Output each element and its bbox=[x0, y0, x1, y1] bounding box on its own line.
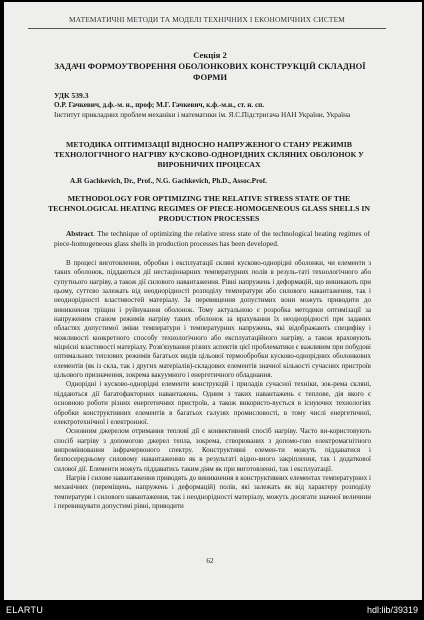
affiliation: Інститут прикладних проблем механіки і математики ім. Я.С.Підстригача НАН України, Україна bbox=[54, 111, 351, 119]
authors-uk: О.Р. Гачкевич, д.ф.-м. н., проф; М.Г. Гачкевич, к.ф.-м.н., ст. н. сп. bbox=[54, 101, 265, 109]
udk-code: УДК 539.3 bbox=[54, 91, 89, 100]
page-number: 62 bbox=[206, 557, 214, 565]
paragraph: Основним джерелом отримання тепловї дії є конвективний спосіб нагріву. Часто ви-користовують спосіб нагріву з допомогою джерел тепла, зокрема, створюваних з допомо-гою електромагнітного випромінювання інфрачервоного спектру. Конструктивні елемен-ти можуть піддаватися і безпосередньому силовому навантаженню як в результаті відно-вного закріплення, так і додаткової силової дії. Елементи можуть піддаватись таким діям як при виготовленні, так і експлуатації. bbox=[54, 427, 371, 473]
paragraph: В процесі виготовлення, обробки і експлуатації скляні кусково-однорідні оболонки, чи елементи з таких оболонок, піддаються дії нестаціонарних температурних полів в резуль-таті технологічного або супутнього нагріву, а також дії силового навантаження. Рівні напружень і деформацій, що виникають при цьому, суттєво залежать від неоднорідності розподілу температури або силового навантаження, так і неоднорідності властивостей матеріалу. За перевищення допустимих вони можуть приводити до виникнення тріщин і руйнування оболонок. Тому актуальною є розробка методики оптимізації за напруженим станом режимів нагріву таких оболонок за врахування їх неоднорідності при заданих областях допустимої зміни температури і температурних напружень, які відображають специфіку і можливості конкретного способу технологічного або експлуатаційного нагріву, а також враховують міцнісні властивості матеріалу. Розв'язування різних аспектів цієї проблематики є важливим при побудові оптимальних теплових режимів багатьох видів цільової термообробки кусково-однорідних оболонкових елементів (як із скла, так і других матеріалів)-складових елементів значної кількості сучасних пристроїв цільового призначення, зокрема вакуумного і енергетичного обладнання. bbox=[54, 259, 371, 380]
abstract bbox=[54, 229, 370, 248]
section-heading bbox=[50, 50, 370, 83]
handle-id: hdl:lib/39319 bbox=[366, 605, 418, 615]
paragraph: Нагрів і силове навантаження приводять до виникнення в конструктивних елементах температурних і механічних (переміщень, напружень і деформацій) полів, які залежать як від характеру розподілу температури і силового навантаження, так і неоднорідності матеріалу, можуть досягати значної величини і перевищувати допустимі рівні, приводити bbox=[54, 473, 371, 510]
viewer-footer bbox=[0, 600, 424, 620]
header-rule bbox=[28, 28, 386, 29]
section-title: ЗАДАЧІ ФОРМОУТВОРЕННЯ ОБОЛОНКОВИХ КОНСТРУКЦІЙ СКЛАДНОЇ ФОРМИ bbox=[54, 61, 366, 82]
paper-title-uk: МЕТОДИКА ОПТИМІЗАЦІЇ ВІДНОСНО НАПРУЖЕНОГО СТАНУ РЕЖИМІВ ТЕХНОЛОГІЧНОГО НАГРІВУ КУСКОВО-ОДНОРІДНИХ СКЛЯНИХ ОБОЛОНОК У ВИРОБНИЧИХ ПРОЦЕСАХ bbox=[54, 140, 364, 169]
section-number: Секція 2 bbox=[193, 50, 227, 60]
paragraph: Однорідні і кусково-однорідні елементи конструкцій і приладів сучасної техніки, зок-рема скляні, піддаються дії багатофакторних навантажень. Одним з таких навантажень є теплове, дія якого є основною роботи різних енергетичних пристроїв, а також використо-вується в існуючих технологіях обробки конструктивних елементів в багатьох галузях промисловості, в тому числі енергетичної, електротехнічної і електронної. bbox=[54, 380, 371, 426]
authors-en: A.R Gachkevich, Dr., Prof., N.G. Gachkevich, Ph.D., Assoc.Prof. bbox=[70, 177, 267, 185]
abstract-text: . The technique of optimizing the relative stress state of the technological heating regimes of piece-homogeneous glass shells in production processes has been developed. bbox=[54, 229, 370, 248]
abstract-label: Abstract bbox=[66, 229, 94, 238]
body-text bbox=[54, 259, 371, 511]
running-header: МАТЕМАТИЧНІ МЕТОДИ ТА МОДЕЛІ ТЕХНІЧНИХ І ЕКОНОМІЧНИХ СИСТЕМ bbox=[69, 15, 345, 24]
paper-title-en: METHODOLOGY FOR OPTIMIZING THE RELATIVE STRESS STATE OF THE TECHNOLOGICAL HEATING REGIMES OF PIECE-HOMOGENEOUS GLASS SHELLS IN PRODUCTION PROCESSES bbox=[47, 194, 371, 223]
repository-name: ELARTU bbox=[6, 605, 44, 615]
